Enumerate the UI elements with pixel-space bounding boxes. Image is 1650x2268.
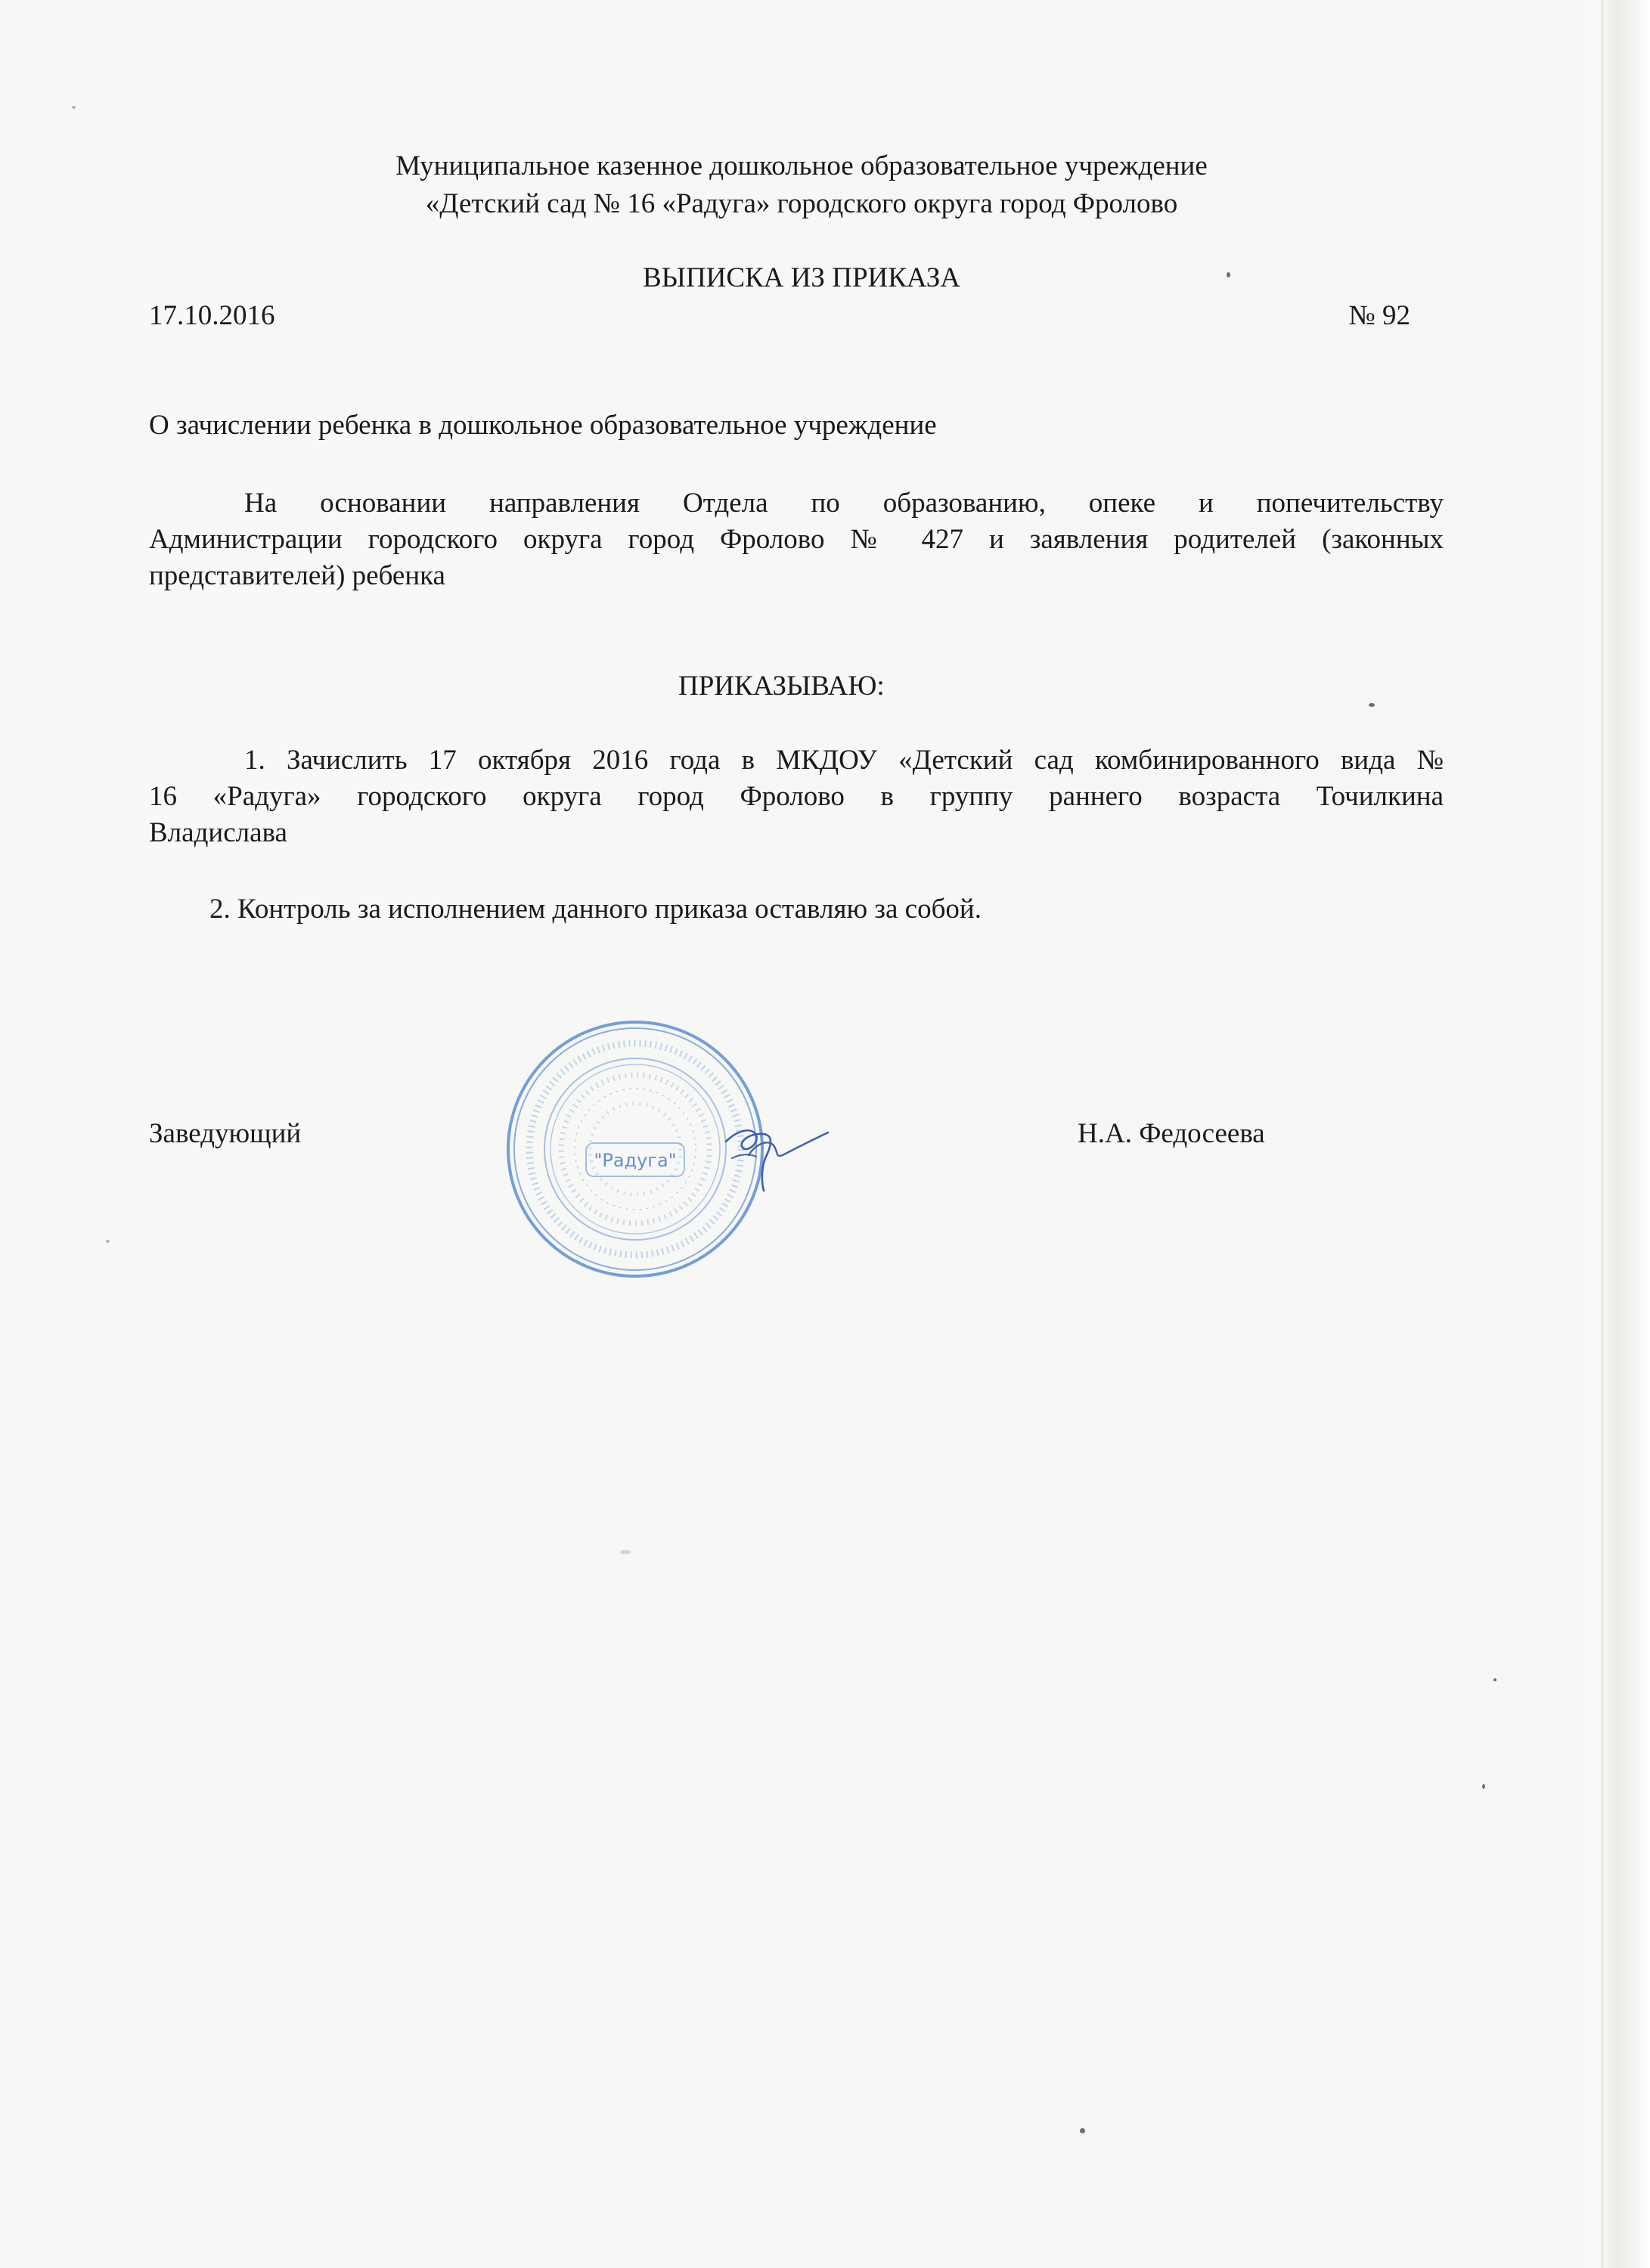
preamble-line-2: Администрации городского округа город Фролово № 427 и заявления родителей (законных xyxy=(149,524,1444,555)
scan-speck xyxy=(620,1550,631,1554)
scan-speck xyxy=(1227,272,1230,277)
handwritten-signature xyxy=(681,1089,832,1202)
seal-center-text: "Радуга" xyxy=(594,1150,677,1171)
paper-edge xyxy=(1597,0,1650,2268)
scan-speck xyxy=(1482,1784,1485,1789)
preamble-line-3: представителей) ребенка xyxy=(149,560,445,591)
item-1-line-3: Владислава xyxy=(149,817,287,848)
document-title: ВЫПИСКА ИЗ ПРИКАЗА xyxy=(643,262,960,293)
item-1-line-2: 16 «Радуга» городского округа город Фролово в группу раннего возраста Точилкина xyxy=(149,781,1444,812)
scan-speck xyxy=(106,1240,110,1243)
signatory-position: Заведующий xyxy=(149,1118,302,1149)
document-subject: О зачислении ребенка в дошкольное образовательное учреждение xyxy=(149,410,937,441)
document-number: № 92 xyxy=(1348,300,1410,331)
scan-speck xyxy=(72,106,76,109)
scan-speck xyxy=(1080,2128,1085,2133)
preamble-line-1: На основании направления Отдела по образованию, опеке и попечительству xyxy=(244,488,1444,519)
scan-speck xyxy=(1369,703,1375,707)
institution-line-1: Муниципальное казенное дошкольное образовательное учреждение xyxy=(395,150,1208,181)
signatory-name: Н.А. Федосеева xyxy=(1078,1118,1265,1149)
institution-line-2: «Детский сад № 16 «Радуга» городского округа город Фролово xyxy=(425,188,1178,219)
paper-fold-line xyxy=(1602,0,1603,2268)
item-2: 2. Контроль за исполнением данного приказа оставляю за собой. xyxy=(209,894,982,925)
item-1-line-1: 1. Зачислить 17 октября 2016 года в МКДОУ «Детский сад комбинированного вида № xyxy=(244,745,1444,776)
order-heading: ПРИКАЗЫВАЮ: xyxy=(678,671,885,702)
document-date: 17.10.2016 xyxy=(149,300,275,331)
scan-speck xyxy=(1493,1678,1496,1681)
